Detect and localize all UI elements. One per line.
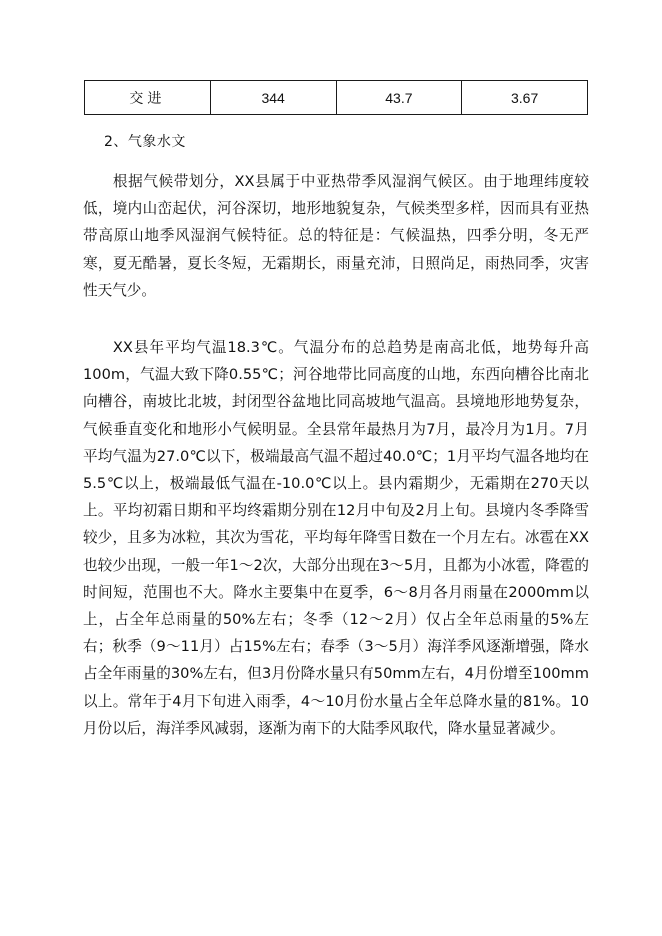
table-row xyxy=(85,81,588,115)
paragraph-climate-overview: 根据气候带划分，XX县属于中亚热带季风湿润气候区。由于地理纬度较低，境内山峦起伏，河谷深切，地形地貌复杂，气候类型多样，因而具有亚热带高原山地季风湿润气候特征。总的特征是：气候温热，四季分明，冬无严寒，夏无酷暑，夏长冬短，无霜期长，雨量充沛，日照尚足，雨热同季，灾害性天气少。 xyxy=(83,173,589,299)
table-cell-value: 344 xyxy=(210,81,336,115)
section-heading: 2、气象水文 xyxy=(104,134,186,150)
table-cell-value: 3.67 xyxy=(462,81,588,115)
data-table xyxy=(84,80,588,115)
paragraph-temperature-precipitation: XX县年平均气温18.3℃。气温分布的总趋势是南高北低，地势每升高100m，气温大致下降0.55℃；河谷地带比同高度的山地，东西向槽谷比南北向槽谷，南坡比北坡，封闭型谷盆地比同高坡地气温高。县境地形地势复杂，气候垂直变化和地形小气候明显。全县常年最热月为7月，最冷月为1月。7月平均气温为27.0℃以下，极端最高气温不超过40.0℃；1月平均气温各地均在5.5℃以上，极端最低气温在-10.0℃以上。县内霜期少，无霜期在270天以上。平均初霜日期和平均终霜期分别在12月中旬及2月上旬。县境内冬季降雪较少，且多为冰粒，其次为雪花，平均每年降雪日数在一个月左右。冰雹在XX也较少出现，一般一年1～2次，大部分出现在3～5月，且都为小冰雹，降雹的时间短，范围也不大。降水主要集中在夏季，6～8月各月雨量在2000mm以上，占全年总雨量的50%左右；冬季（12～2月）仅占全年总雨量的5%左右；秋季（9～11月）占15%左右；春季（3～5月）海洋季风逐渐增强，降水占全年雨量的30%左右，但3月份降水量只有50mm左右，4月份增至100mm以上。常年于4月下旬进入雨季，4～10月份水量占全年总降水量的81%。10月份以后，海洋季风减弱，逐渐为南下的大陆季风取代，降水量显著减少。 xyxy=(83,339,589,737)
table-cell-name: 交进 xyxy=(85,81,211,115)
table-cell-value: 43.7 xyxy=(336,81,462,115)
